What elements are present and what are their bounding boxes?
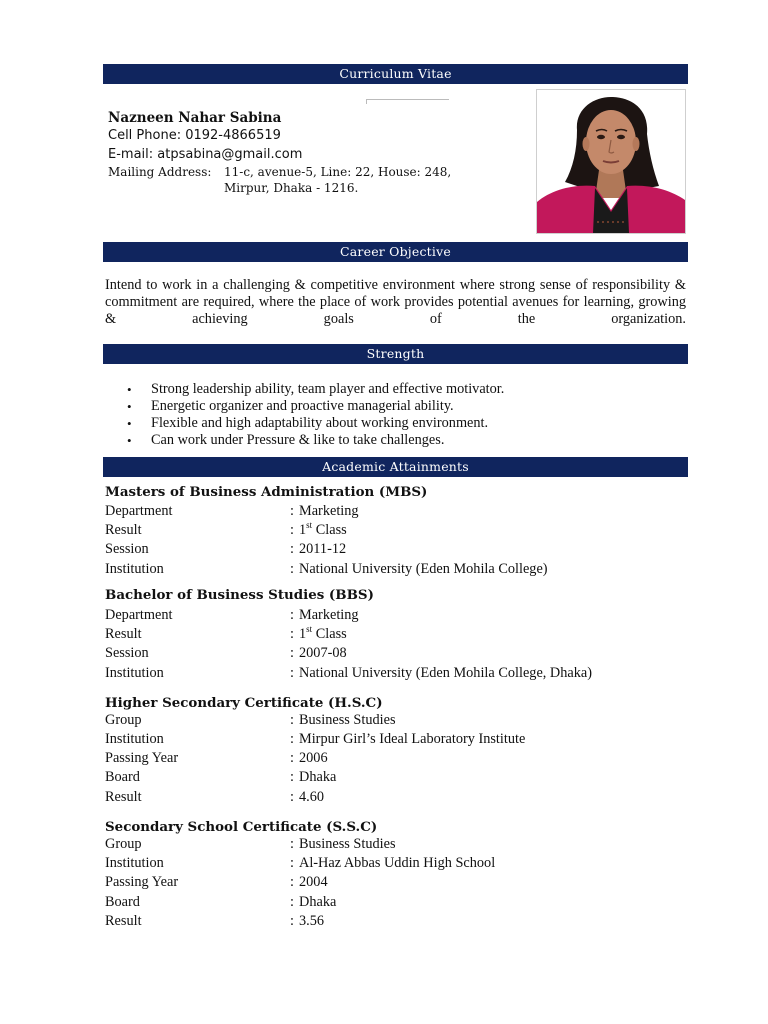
row-label: Institution <box>105 731 164 747</box>
row-value: Business Studies <box>299 836 396 852</box>
career-objective-bar <box>103 242 688 262</box>
table-row <box>105 874 685 893</box>
table-row <box>105 712 685 731</box>
row-separator: : <box>290 789 294 805</box>
row-value: 4.60 <box>299 789 325 805</box>
list-item <box>105 398 504 415</box>
bullet-icon: • <box>127 382 132 397</box>
row-label: Group <box>105 712 142 728</box>
table-row <box>105 503 685 522</box>
table-row <box>105 522 685 541</box>
career-objective-text: Intend to work in a challenging & competitive environment where strong sense of responsibility & commitment are required, where the place of work provides potential avenues for learning, growing & achieving goals of the organization. <box>105 277 686 327</box>
table-row <box>105 750 685 769</box>
row-separator: : <box>290 665 294 681</box>
cv-title-bar <box>103 64 688 84</box>
row-separator: : <box>290 712 294 728</box>
row-separator: : <box>290 769 294 785</box>
row-label: Department <box>105 503 173 519</box>
row-separator: : <box>290 855 294 871</box>
row-value: 1st Class <box>299 624 347 642</box>
row-value: Dhaka <box>299 894 337 910</box>
profile-portrait <box>537 90 685 233</box>
list-item <box>105 415 504 432</box>
row-separator: : <box>290 836 294 852</box>
strength-text: Energetic organizer and proactive managerial ability. <box>151 398 454 414</box>
row-label: Result <box>105 913 142 929</box>
email-address: E-mail: atpsabina@gmail.com <box>108 147 303 162</box>
person-name: Nazneen Nahar Sabina <box>108 110 282 126</box>
row-separator: : <box>290 607 294 623</box>
table-row <box>105 836 685 855</box>
list-item <box>105 381 504 398</box>
profile-photo <box>536 89 686 234</box>
table-row <box>105 561 685 580</box>
row-separator: : <box>290 503 294 519</box>
row-value: Dhaka <box>299 769 337 785</box>
row-separator: : <box>290 626 294 642</box>
list-item <box>105 432 504 449</box>
cv-title: Curriculum Vitae <box>339 66 452 81</box>
row-label: Group <box>105 836 142 852</box>
strength-text: Strong leadership ability, team player and effective motivator. <box>151 381 505 397</box>
row-value: National University (Eden Mohila College) <box>299 561 548 577</box>
table-row <box>105 731 685 750</box>
career-objective-heading: Career Objective <box>340 244 451 259</box>
row-value: 2011-12 <box>299 541 347 557</box>
table-row <box>105 894 685 913</box>
row-value: Al-Haz Abbas Uddin High School <box>299 855 496 871</box>
row-separator: : <box>290 731 294 747</box>
row-separator: : <box>290 541 294 557</box>
table-row <box>105 855 685 874</box>
row-label: Board <box>105 769 140 785</box>
strength-heading: Strength <box>366 346 425 361</box>
row-value: Business Studies <box>299 712 396 728</box>
phone-number: Cell Phone: 0192-4866519 <box>108 128 281 143</box>
row-label: Board <box>105 894 140 910</box>
row-label: Department <box>105 607 173 623</box>
table-row <box>105 607 685 626</box>
row-label: Passing Year <box>105 750 179 766</box>
row-value: 3.56 <box>299 913 325 929</box>
bullet-icon: • <box>127 433 132 448</box>
row-label: Session <box>105 541 149 557</box>
row-label: Institution <box>105 665 164 681</box>
strength-list <box>105 381 504 449</box>
decorative-line <box>366 99 449 104</box>
row-label: Institution <box>105 855 164 871</box>
table-row <box>105 769 685 788</box>
row-label: Result <box>105 789 142 805</box>
row-label: Institution <box>105 561 164 577</box>
address-line-1: 11-c, avenue-5, Line: 22, House: 248, <box>224 165 452 179</box>
row-value: 2007-08 <box>299 645 347 661</box>
row-separator: : <box>290 522 294 538</box>
row-separator: : <box>290 645 294 661</box>
row-separator: : <box>290 750 294 766</box>
table-row <box>105 665 685 684</box>
row-value: National University (Eden Mohila College, Dhaka) <box>299 665 593 681</box>
row-value: Marketing <box>299 503 359 519</box>
row-value: Marketing <box>299 607 359 623</box>
table-row <box>105 913 685 932</box>
degree-title-ssc: Secondary School Certificate (S.S.C) <box>105 819 378 835</box>
strength-bar <box>103 344 688 364</box>
address-line-2: Mirpur, Dhaka - 1216. <box>224 181 359 195</box>
table-row <box>105 789 685 808</box>
strength-text: Can work under Pressure & like to take challenges. <box>151 432 445 448</box>
row-value: Mirpur Girl’s Ideal Laboratory Institute <box>299 731 526 747</box>
strength-text: Flexible and high adaptability about working environment. <box>151 415 489 431</box>
bullet-icon: • <box>127 399 132 414</box>
row-value: 1st Class <box>299 520 347 538</box>
bullet-icon: • <box>127 416 132 431</box>
row-separator: : <box>290 913 294 929</box>
address-label: Mailing Address: <box>108 165 212 179</box>
degree-title-hsc: Higher Secondary Certificate (H.S.C) <box>105 695 383 711</box>
degree-title-bbs: Bachelor of Business Studies (BBS) <box>105 587 374 603</box>
degree-title-mbs: Masters of Business Administration (MBS) <box>105 484 428 500</box>
row-label: Passing Year <box>105 874 179 890</box>
row-value: 2004 <box>299 874 328 890</box>
row-label: Result <box>105 626 142 642</box>
row-value: 2006 <box>299 750 328 766</box>
row-separator: : <box>290 874 294 890</box>
row-separator: : <box>290 561 294 577</box>
row-label: Session <box>105 645 149 661</box>
row-label: Result <box>105 522 142 538</box>
academic-bar <box>103 457 688 477</box>
table-row <box>105 541 685 560</box>
row-separator: : <box>290 894 294 910</box>
table-row <box>105 645 685 664</box>
academic-heading: Academic Attainments <box>322 459 469 474</box>
table-row <box>105 626 685 645</box>
